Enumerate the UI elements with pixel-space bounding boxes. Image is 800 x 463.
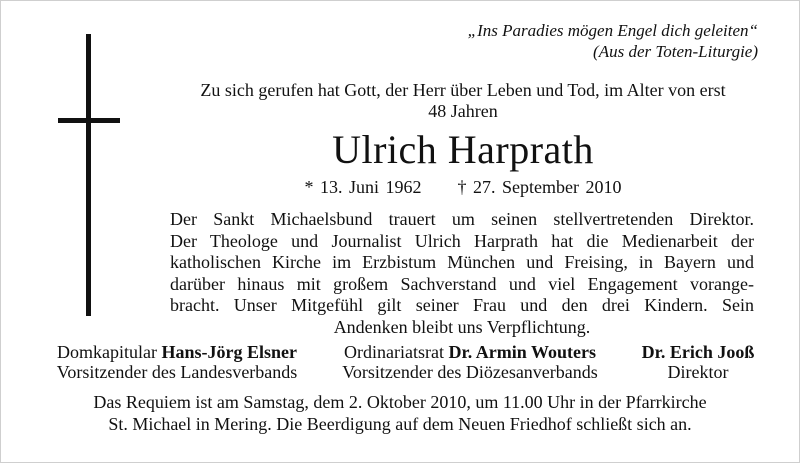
funeral-line: St. Michael in Mering. Die Beerdigung auf dem Neuen Friedhof schließt sich an. — [108, 413, 692, 434]
signatory-role: Vorsitzender des Diözesanverbands — [342, 362, 598, 382]
signatory-role: Direktor — [667, 362, 729, 382]
signatory-elsner — [32, 342, 322, 382]
obituary-line: Der Theologe und Journalist Ulrich Harprath hat die Medienarbeit der — [170, 230, 754, 251]
cross-vertical-bar — [86, 34, 91, 316]
motto-quote — [468, 20, 758, 62]
obituary-line: bracht. Unser Mitgefühl gilt seiner Frau und den drei Kindern. Sein — [170, 295, 754, 315]
cross-horizontal-bar — [58, 118, 120, 123]
obituary-text — [170, 209, 754, 338]
intro-text — [168, 80, 758, 122]
obituary-line: Der Sankt Michaelsbund trauert um seinen stellvertretenden Direktor. — [170, 209, 754, 229]
requiem-info — [40, 392, 760, 435]
signatory-wouters — [322, 342, 618, 382]
intro-age: 48 Jahren — [428, 101, 498, 121]
intro-line: Zu sich gerufen hat Gott, der Herr über Leben und Tod, im Alter von erst — [200, 80, 726, 100]
signatory-title: Domkapitular — [57, 342, 157, 362]
signatory-role: Vorsitzender des Landesverbands — [56, 362, 298, 382]
requiem-line: Das Requiem ist am Samstag, dem 2. Oktober 2010, um 11.00 Uhr in der Pfarrkirche — [93, 392, 707, 412]
signatory-title: Ordinariatsrat — [344, 342, 444, 362]
signatory-jooss — [618, 342, 778, 382]
motto-line: „Ins Paradies mögen Engel dich geleiten“ — [467, 21, 758, 40]
signatory-name: Dr. Erich Jooß — [641, 342, 755, 362]
life-dates — [168, 176, 758, 198]
deceased-name: Ulrich Harprath — [332, 127, 594, 172]
signatory-name-line — [322, 342, 618, 362]
death-date: † 27. September 2010 — [457, 177, 622, 197]
signatory-name-line — [32, 342, 322, 362]
motto-source: (Aus der Toten-Liturgie) — [593, 42, 758, 61]
birth-date: * 13. Juni 1962 — [304, 177, 422, 197]
obituary-line: darüber hinaus mit großem Sachverstand und viel Engagement vorange- — [170, 273, 754, 294]
signatory-name: Dr. Armin Wouters — [448, 342, 596, 362]
obituary-line: katholischen Kirche im Erzbistum München und Freising, in Bayern und — [170, 252, 754, 272]
signatory-name-line — [618, 342, 778, 362]
obituary-line: Andenken bleibt uns Verpflichtung. — [333, 316, 591, 337]
signatory-name: Hans-Jörg Elsner — [161, 342, 297, 362]
